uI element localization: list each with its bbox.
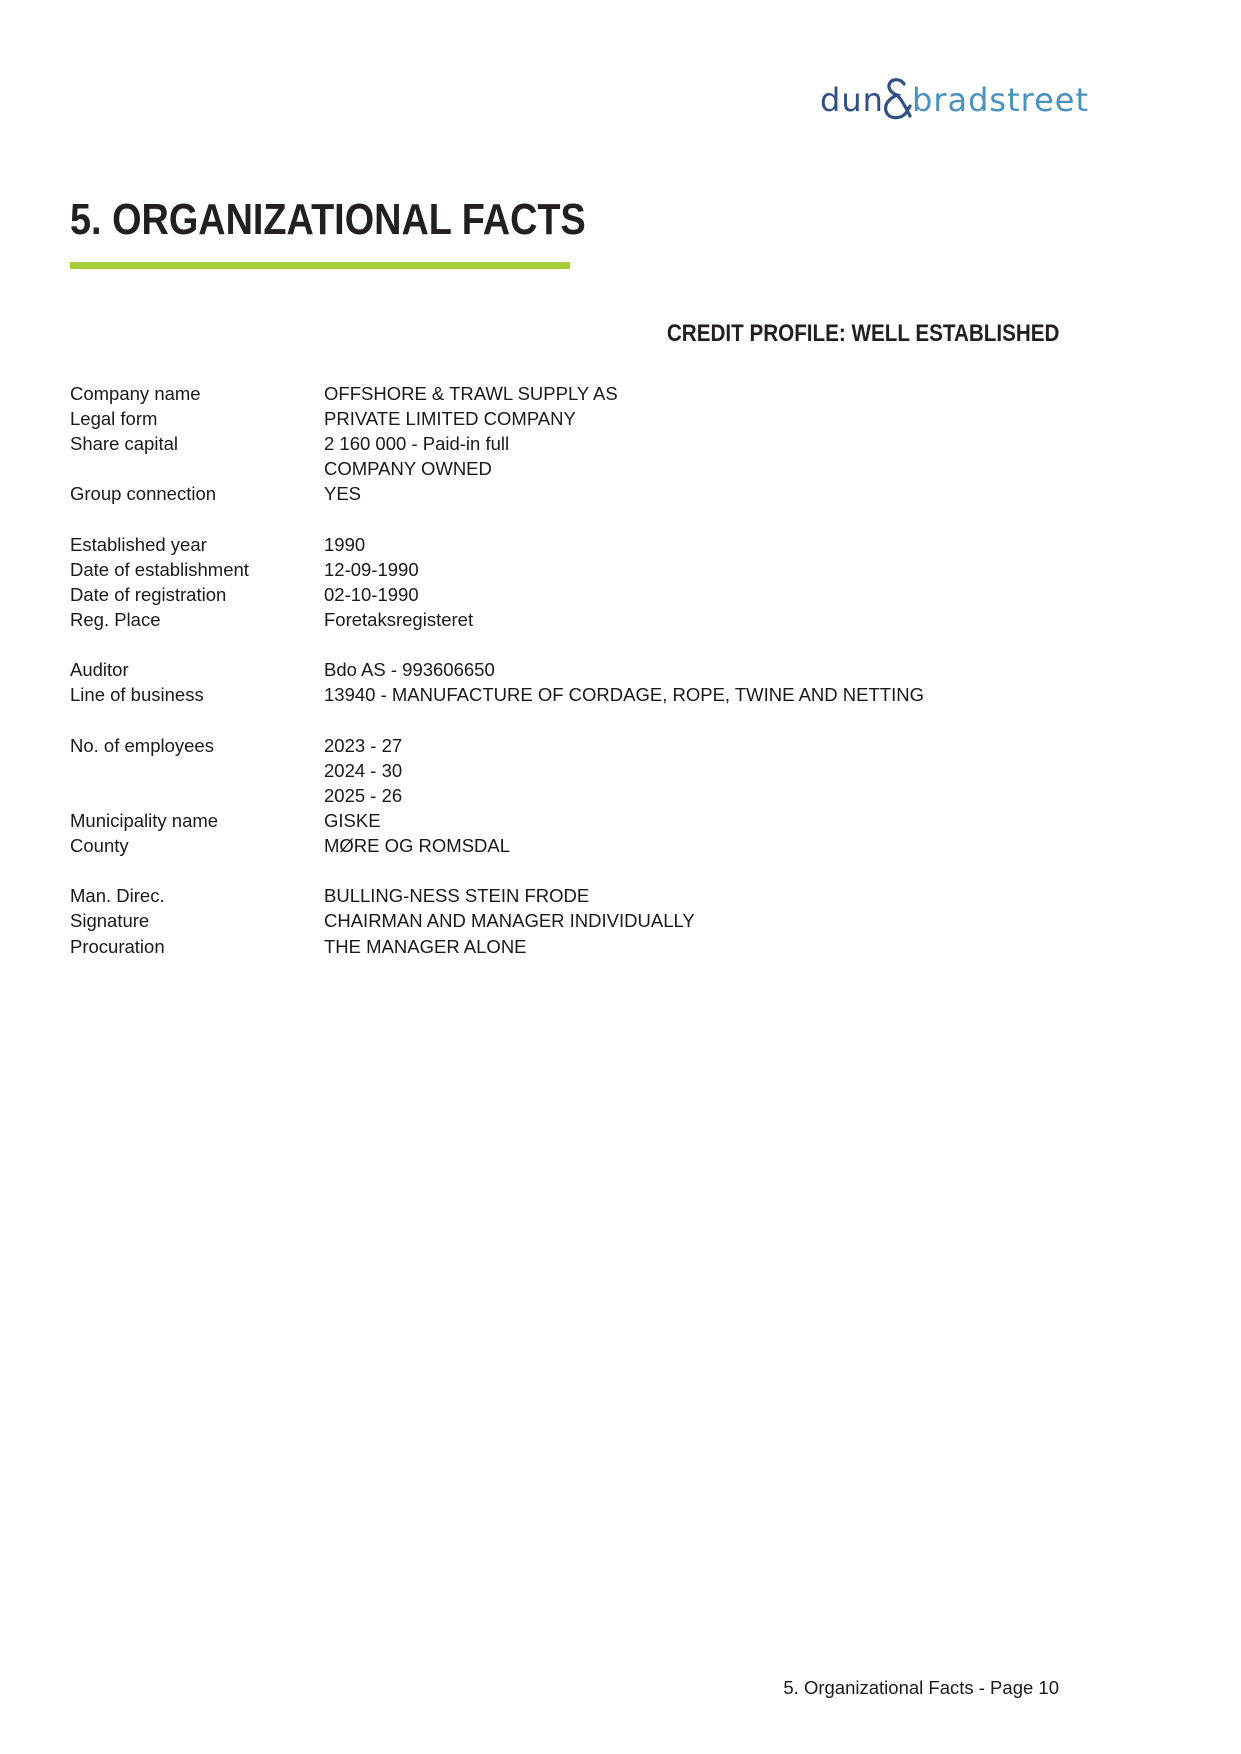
fact-value: BULLING-NESS STEIN FRODE <box>324 885 590 906</box>
fact-value: 1990 <box>324 534 366 555</box>
fact-value: 13940 - MANUFACTURE OF CORDAGE, ROPE, TWINE AND NETTING <box>324 684 924 705</box>
fact-label: Established year <box>70 534 207 555</box>
fact-value: 02-10-1990 <box>324 584 419 605</box>
fact-label: Share capital <box>70 433 178 454</box>
fact-label: Company name <box>70 383 201 404</box>
credit-profile-heading: CREDIT PROFILE: WELL ESTABLISHED <box>666 320 1059 347</box>
fact-value: 12-09-1990 <box>324 559 419 580</box>
fact-label: Man. Direc. <box>70 885 165 906</box>
ampersand-icon <box>880 78 914 122</box>
fact-label: Signature <box>70 910 150 931</box>
fact-label: No. of employees <box>70 735 214 756</box>
fact-value: PRIVATE LIMITED COMPANY <box>324 408 576 429</box>
fact-value: Foretaksregisteret <box>324 609 474 630</box>
dnb-logo <box>820 76 1089 126</box>
fact-value: Bdo AS - 993606650 <box>324 659 495 680</box>
page-title: 5. ORGANIZATIONAL FACTS <box>70 195 586 244</box>
fact-value: THE MANAGER ALONE <box>324 936 527 957</box>
fact-label: Municipality name <box>70 810 219 831</box>
fact-label: Group connection <box>70 483 217 504</box>
logo-wordmark-right: bradstreet <box>912 81 1089 119</box>
fact-value: YES <box>324 483 362 504</box>
fact-label: Date of establishment <box>70 559 249 580</box>
fact-value: 2023 - 27 <box>324 735 403 756</box>
fact-label: County <box>70 835 129 856</box>
title-underline <box>70 262 570 269</box>
fact-label: Line of business <box>70 684 204 705</box>
logo-wordmark-left: dun <box>820 81 884 119</box>
page-footer: 5. Organizational Facts - Page 10 <box>783 1677 1059 1698</box>
fact-value: CHAIRMAN AND MANAGER INDIVIDUALLY <box>324 910 695 931</box>
fact-label: Auditor <box>70 659 129 680</box>
fact-label: Procuration <box>70 936 165 957</box>
fact-value: OFFSHORE & TRAWL SUPPLY AS <box>324 383 618 404</box>
fact-value: GISKE <box>324 810 381 831</box>
fact-label: Date of registration <box>70 584 227 605</box>
fact-label: Reg. Place <box>70 609 161 630</box>
fact-value: 2024 - 30 <box>324 760 403 781</box>
fact-value: 2 160 000 - Paid-in full <box>324 433 510 454</box>
fact-value: MØRE OG ROMSDAL <box>324 835 511 856</box>
fact-value: COMPANY OWNED <box>324 458 492 479</box>
fact-value: 2025 - 26 <box>324 785 403 806</box>
fact-label: Legal form <box>70 408 158 429</box>
